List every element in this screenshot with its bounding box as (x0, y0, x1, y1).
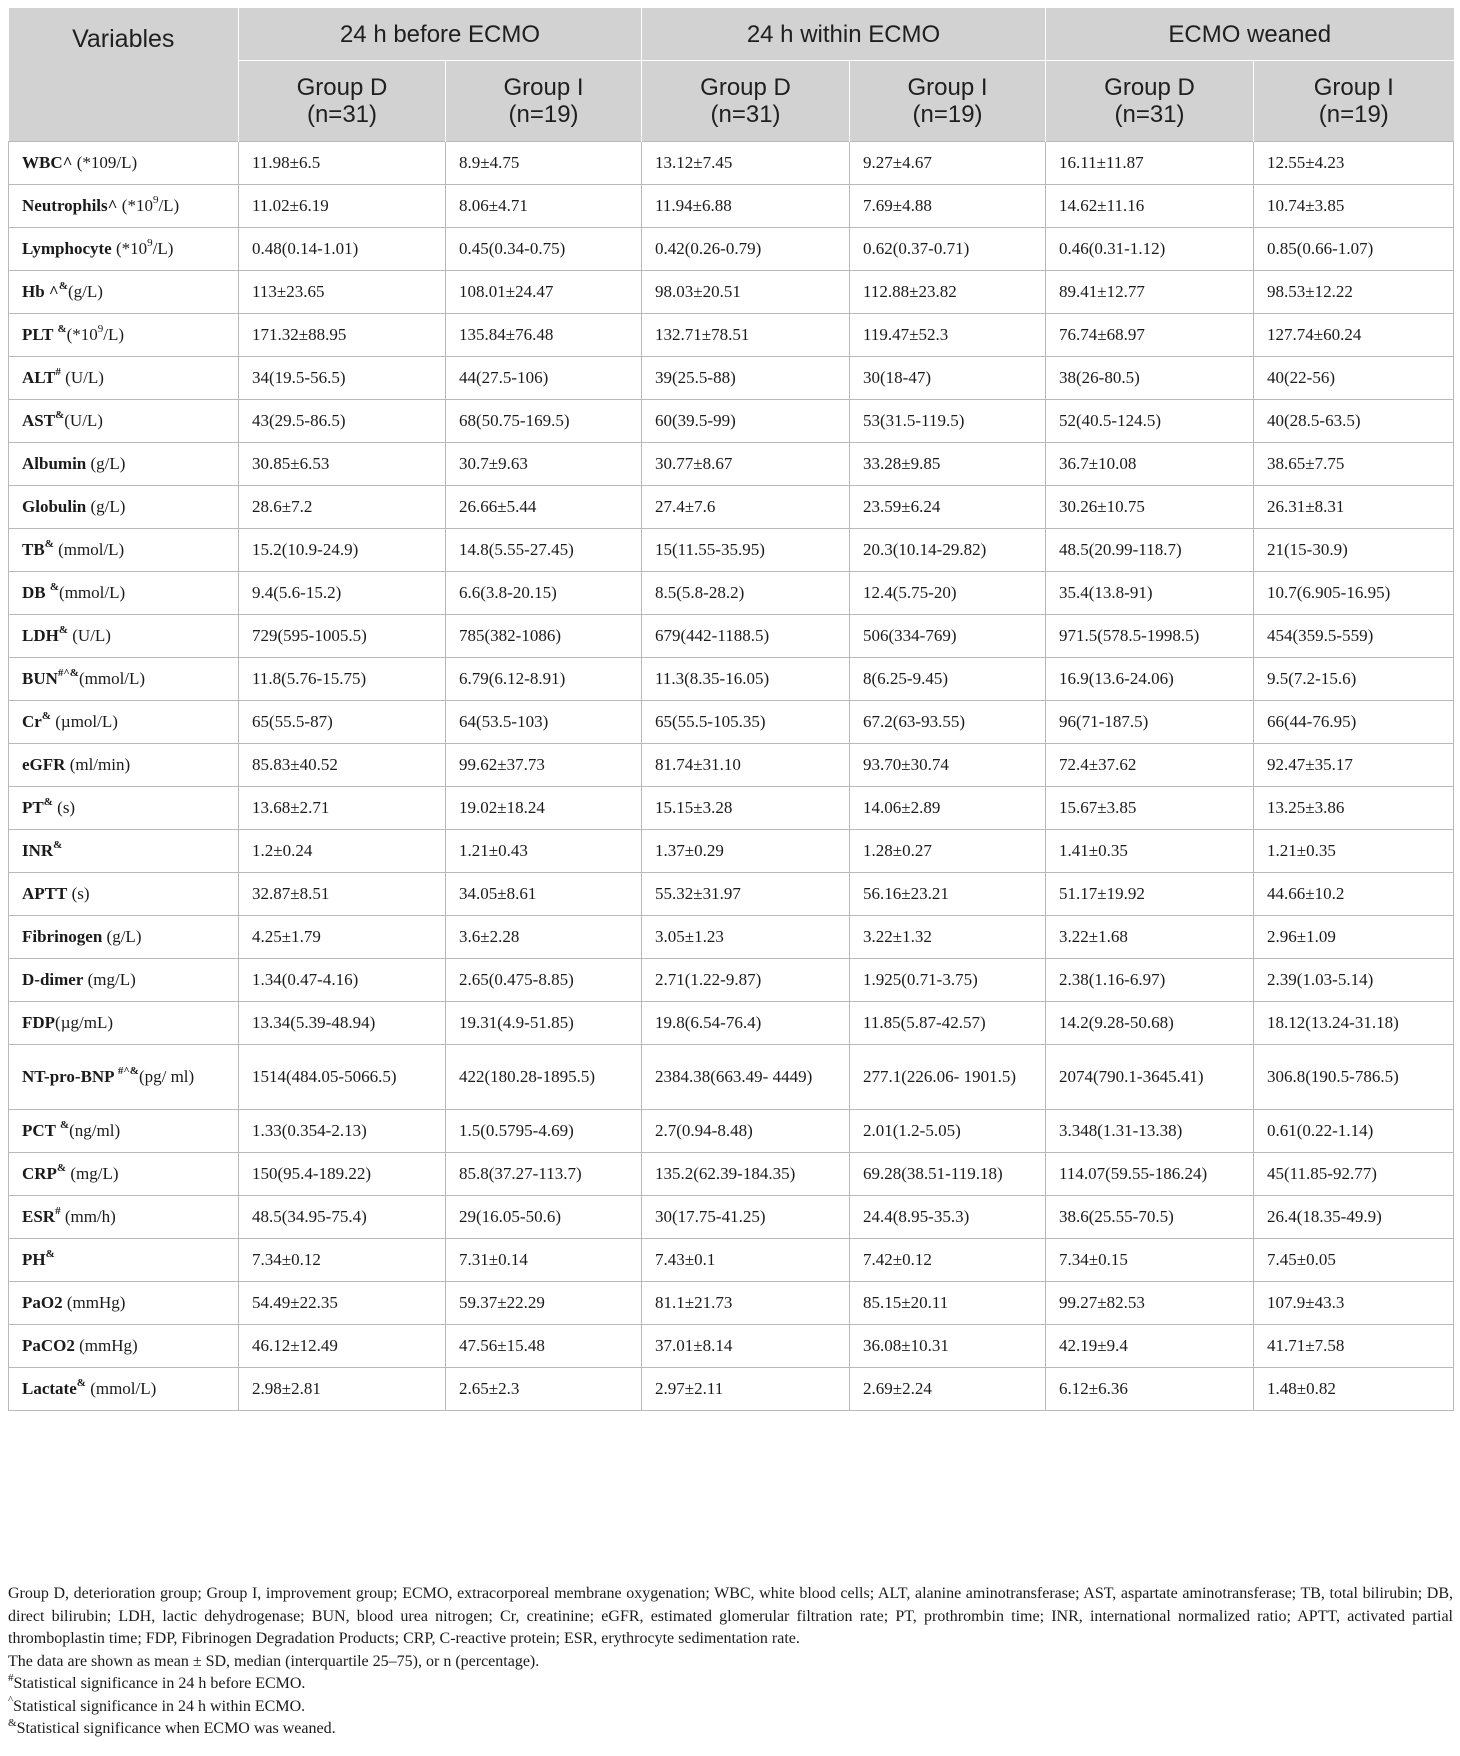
variable-cell: Fibrinogen (g/L) (9, 916, 239, 959)
variable-cell: BUN#^&(mmol/L) (9, 658, 239, 701)
table-row (9, 959, 1454, 1002)
value-cell: 48.5(20.99-118.7) (1046, 529, 1254, 572)
value-cell: 26.4(18.35-49.9) (1254, 1196, 1454, 1239)
value-cell: 112.88±23.82 (850, 271, 1046, 314)
value-cell: 15.15±3.28 (642, 787, 850, 830)
variable-cell: TB& (mmol/L) (9, 529, 239, 572)
value-cell: 16.11±11.87 (1046, 142, 1254, 185)
value-cell: 9.4(5.6-15.2) (239, 572, 446, 615)
value-cell: 14.2(9.28-50.68) (1046, 1002, 1254, 1045)
value-cell: 11.98±6.5 (239, 142, 446, 185)
value-cell: 422(180.28-1895.5) (446, 1045, 642, 1110)
value-cell: 21(15-30.9) (1254, 529, 1454, 572)
value-cell: 3.6±2.28 (446, 916, 642, 959)
variable-cell: AST&(U/L) (9, 400, 239, 443)
table-row (9, 1239, 1454, 1282)
value-cell: 0.45(0.34-0.75) (446, 228, 642, 271)
table-footnotes (8, 1583, 1453, 1741)
value-cell: 99.62±37.73 (446, 744, 642, 787)
table-row (9, 1368, 1454, 1411)
value-cell: 7.69±4.88 (850, 185, 1046, 228)
value-cell: 98.03±20.51 (642, 271, 850, 314)
value-cell: 53(31.5-119.5) (850, 400, 1046, 443)
value-cell: 0.61(0.22-1.14) (1254, 1110, 1454, 1153)
table-row (9, 830, 1454, 873)
value-cell: 4.25±1.79 (239, 916, 446, 959)
variable-cell: FDP(µg/mL) (9, 1002, 239, 1045)
table-container (8, 8, 1453, 1411)
variable-cell: Lymphocyte $(*10^9/L)$ (9, 228, 239, 271)
value-cell: 13.68±2.71 (239, 787, 446, 830)
variable-cell: NT-pro-BNP #^&(pg/ ml) (9, 1045, 239, 1110)
group-d-header: Group D (n=31) (642, 61, 850, 142)
table-row (9, 1002, 1454, 1045)
value-cell: 14.06±2.89 (850, 787, 1046, 830)
table-header (9, 8, 1454, 142)
variable-cell: D-dimer (mg/L) (9, 959, 239, 1002)
value-cell: 45(11.85-92.77) (1254, 1153, 1454, 1196)
value-cell: 2.7(0.94-8.48) (642, 1110, 850, 1153)
value-cell: 51.17±19.92 (1046, 873, 1254, 916)
value-cell: 26.66±5.44 (446, 486, 642, 529)
value-cell: 64(53.5-103) (446, 701, 642, 744)
table-row (9, 701, 1454, 744)
value-cell: 108.01±24.47 (446, 271, 642, 314)
value-cell: 1.34(0.47-4.16) (239, 959, 446, 1002)
table-row (9, 873, 1454, 916)
period-header-weaned: ECMO weaned (1046, 8, 1454, 61)
value-cell: 89.41±12.77 (1046, 271, 1254, 314)
value-cell: 14.8(5.55-27.45) (446, 529, 642, 572)
value-cell: 81.1±21.73 (642, 1282, 850, 1325)
value-cell: 306.8(190.5-786.5) (1254, 1045, 1454, 1110)
value-cell: 2.69±2.24 (850, 1368, 1046, 1411)
value-cell: 7.34±0.15 (1046, 1239, 1254, 1282)
variable-cell: APTT (s) (9, 873, 239, 916)
value-cell: 30.26±10.75 (1046, 486, 1254, 529)
value-cell: 41.71±7.58 (1254, 1325, 1454, 1368)
table-row (9, 615, 1454, 658)
value-cell: 19.31(4.9-51.85) (446, 1002, 642, 1045)
value-cell: 43(29.5-86.5) (239, 400, 446, 443)
value-cell: 40(28.5-63.5) (1254, 400, 1454, 443)
value-cell: 99.27±82.53 (1046, 1282, 1254, 1325)
table-row (9, 357, 1454, 400)
value-cell: 26.31±8.31 (1254, 486, 1454, 529)
variable-cell: CRP& (mg/L) (9, 1153, 239, 1196)
value-cell: 150(95.4-189.22) (239, 1153, 446, 1196)
value-cell: 2.65±2.3 (446, 1368, 642, 1411)
value-cell: 30(18-47) (850, 357, 1046, 400)
value-cell: 119.47±52.3 (850, 314, 1046, 357)
value-cell: 9.27±4.67 (850, 142, 1046, 185)
value-cell: 1.37±0.29 (642, 830, 850, 873)
variable-cell: Lactate& (mmol/L) (9, 1368, 239, 1411)
value-cell: 0.46(0.31-1.12) (1046, 228, 1254, 271)
value-cell: 52(40.5-124.5) (1046, 400, 1254, 443)
value-cell: 13.25±3.86 (1254, 787, 1454, 830)
value-cell: 1.33(0.354-2.13) (239, 1110, 446, 1153)
data-format-note: The data are shown as mean ± SD, median (interquartile 25–75), or n (percentage). (8, 1652, 540, 1670)
value-cell: 11.02±6.19 (239, 185, 446, 228)
value-cell: 30.85±6.53 (239, 443, 446, 486)
value-cell: 85.15±20.11 (850, 1282, 1046, 1325)
value-cell: 6.12±6.36 (1046, 1368, 1254, 1411)
value-cell: 33.28±9.85 (850, 443, 1046, 486)
value-cell: 8.5(5.8-28.2) (642, 572, 850, 615)
table-row (9, 916, 1454, 959)
value-cell: 98.53±12.22 (1254, 271, 1454, 314)
table-row (9, 486, 1454, 529)
value-cell: 42.19±9.4 (1046, 1325, 1254, 1368)
value-cell: 35.4(13.8-91) (1046, 572, 1254, 615)
value-cell: 506(334-769) (850, 615, 1046, 658)
value-cell: 59.37±22.29 (446, 1282, 642, 1325)
value-cell: 2.38(1.16-6.97) (1046, 959, 1254, 1002)
value-cell: 67.2(63-93.55) (850, 701, 1046, 744)
value-cell: 0.85(0.66-1.07) (1254, 228, 1454, 271)
value-cell: 1.28±0.27 (850, 830, 1046, 873)
variable-cell: Globulin (g/L) (9, 486, 239, 529)
value-cell: 114.07(59.55-186.24) (1046, 1153, 1254, 1196)
value-cell: 7.34±0.12 (239, 1239, 446, 1282)
value-cell: 15(11.55-35.95) (642, 529, 850, 572)
table-row (9, 228, 1454, 271)
value-cell: 28.6±7.2 (239, 486, 446, 529)
value-cell: 11.85(5.87-42.57) (850, 1002, 1046, 1045)
value-cell: 13.12±7.45 (642, 142, 850, 185)
value-cell: 23.59±6.24 (850, 486, 1046, 529)
variable-cell: DB &(mmol/L) (9, 572, 239, 615)
value-cell: 68(50.75-169.5) (446, 400, 642, 443)
value-cell: 1.48±0.82 (1254, 1368, 1454, 1411)
value-cell: 2.71(1.22-9.87) (642, 959, 850, 1002)
value-cell: 0.62(0.37-0.71) (850, 228, 1046, 271)
variable-cell: PT& (s) (9, 787, 239, 830)
table-row (9, 1153, 1454, 1196)
value-cell: 1514(484.05-5066.5) (239, 1045, 446, 1110)
table-row (9, 1110, 1454, 1153)
value-cell: 2.65(0.475-8.85) (446, 959, 642, 1002)
variables-header: Variables (9, 8, 239, 142)
variable-cell: ESR# (mm/h) (9, 1196, 239, 1239)
period-header-within: 24 h within ECMO (642, 8, 1046, 61)
group-i-header: Group I (n=19) (1254, 61, 1454, 142)
value-cell: 34(19.5-56.5) (239, 357, 446, 400)
value-cell: 30.77±8.67 (642, 443, 850, 486)
value-cell: 38.6(25.55-70.5) (1046, 1196, 1254, 1239)
variable-cell: eGFR (ml/min) (9, 744, 239, 787)
value-cell: 36.7±10.08 (1046, 443, 1254, 486)
group-i-header: Group I (n=19) (850, 61, 1046, 142)
variable-cell: PCT &(ng/ml) (9, 1110, 239, 1153)
value-cell: 107.9±43.3 (1254, 1282, 1454, 1325)
value-cell: 54.49±22.35 (239, 1282, 446, 1325)
value-cell: 65(55.5-87) (239, 701, 446, 744)
value-cell: 12.55±4.23 (1254, 142, 1454, 185)
value-cell: 47.56±15.48 (446, 1325, 642, 1368)
value-cell: 85.8(37.27-113.7) (446, 1153, 642, 1196)
value-cell: 19.8(6.54-76.4) (642, 1002, 850, 1045)
value-cell: 679(442-1188.5) (642, 615, 850, 658)
value-cell: 34.05±8.61 (446, 873, 642, 916)
value-cell: 8.06±4.71 (446, 185, 642, 228)
table-row (9, 529, 1454, 572)
value-cell: 72.4±37.62 (1046, 744, 1254, 787)
value-cell: 6.6(3.8-20.15) (446, 572, 642, 615)
value-cell: 60(39.5-99) (642, 400, 850, 443)
value-cell: 113±23.65 (239, 271, 446, 314)
value-cell: 30.7±9.63 (446, 443, 642, 486)
variable-cell: PLT $^{\&}(*10^9/L)$ (9, 314, 239, 357)
value-cell: 1.2±0.24 (239, 830, 446, 873)
significance-note: &Statistical significance when ECMO was weaned. (8, 1716, 336, 1737)
value-cell: 3.348(1.31-13.38) (1046, 1110, 1254, 1153)
value-cell: 40(22-56) (1254, 357, 1454, 400)
value-cell: 18.12(13.24-31.18) (1254, 1002, 1454, 1045)
value-cell: 39(25.5-88) (642, 357, 850, 400)
value-cell: 1.21±0.43 (446, 830, 642, 873)
value-cell: 171.32±88.95 (239, 314, 446, 357)
value-cell: 729(595-1005.5) (239, 615, 446, 658)
value-cell: 48.5(34.95-75.4) (239, 1196, 446, 1239)
value-cell: 2.01(1.2-5.05) (850, 1110, 1046, 1153)
abbreviations-note: Group D, deterioration group; Group I, improvement group; ECMO, extracorporeal membrane oxygenation; WBC, white blood cells; ALT, alanine aminotransferase; AST, aspartate aminotransferase; TB, total bilirubin; DB, direct bilirubin; LDH, lactic dehydrogenase; BUN, blood urea nitrogen; Cr, creatinine; eGFR, estimated glomerular filtration rate; PT, prothrombin time; INR, international normalized ratio; APTT, activated partial thromboplastin time; FDP, Fibrinogen Degradation Products; CRP, C-reactive protein; ESR, erythrocyte sedimentation rate. (8, 1585, 1453, 1647)
value-cell: 37.01±8.14 (642, 1325, 850, 1368)
value-cell: 2.39(1.03-5.14) (1254, 959, 1454, 1002)
value-cell: 76.74±68.97 (1046, 314, 1254, 357)
value-cell: 15.2(10.9-24.9) (239, 529, 446, 572)
variable-cell: PaO2 (mmHg) (9, 1282, 239, 1325)
value-cell: 7.45±0.05 (1254, 1239, 1454, 1282)
value-cell: 16.9(13.6-24.06) (1046, 658, 1254, 701)
value-cell: 0.42(0.26-0.79) (642, 228, 850, 271)
table-row (9, 1196, 1454, 1239)
value-cell: 32.87±8.51 (239, 873, 446, 916)
value-cell: 12.4(5.75-20) (850, 572, 1046, 615)
variable-cell: PH& (9, 1239, 239, 1282)
value-cell: 11.8(5.76-15.75) (239, 658, 446, 701)
value-cell: 785(382-1086) (446, 615, 642, 658)
variable-cell: PaCO2 (mmHg) (9, 1325, 239, 1368)
group-d-header: Group D (n=31) (1046, 61, 1254, 142)
group-i-header: Group I (n=19) (446, 61, 642, 142)
value-cell: 2074(790.1-3645.41) (1046, 1045, 1254, 1110)
value-cell: 85.83±40.52 (239, 744, 446, 787)
value-cell: 13.34(5.39-48.94) (239, 1002, 446, 1045)
value-cell: 127.74±60.24 (1254, 314, 1454, 357)
value-cell: 277.1(226.06- 1901.5) (850, 1045, 1046, 1110)
value-cell: 46.12±12.49 (239, 1325, 446, 1368)
variable-cell: LDH& (U/L) (9, 615, 239, 658)
variable-cell: Neutrophils^ $(*10^9/L)$ (9, 185, 239, 228)
value-cell: 135.84±76.48 (446, 314, 642, 357)
table-row (9, 658, 1454, 701)
value-cell: 15.67±3.85 (1046, 787, 1254, 830)
table-row (9, 271, 1454, 314)
value-cell: 3.22±1.68 (1046, 916, 1254, 959)
value-cell: 55.32±31.97 (642, 873, 850, 916)
variable-cell: ALT# (U/L) (9, 357, 239, 400)
value-cell: 7.31±0.14 (446, 1239, 642, 1282)
value-cell: 30(17.75-41.25) (642, 1196, 850, 1239)
table-row (9, 572, 1454, 615)
table-row (9, 443, 1454, 486)
value-cell: 14.62±11.16 (1046, 185, 1254, 228)
value-cell: 8.9±4.75 (446, 142, 642, 185)
value-cell: 1.21±0.35 (1254, 830, 1454, 873)
value-cell: 44.66±10.2 (1254, 873, 1454, 916)
variable-cell: WBC^ (*109/L) (9, 142, 239, 185)
table-row (9, 1325, 1454, 1368)
table-body (9, 142, 1454, 1411)
value-cell: 10.74±3.85 (1254, 185, 1454, 228)
value-cell: 66(44-76.95) (1254, 701, 1454, 744)
value-cell: 2.96±1.09 (1254, 916, 1454, 959)
value-cell: 96(71-187.5) (1046, 701, 1254, 744)
value-cell: 69.28(38.51-119.18) (850, 1153, 1046, 1196)
table-row (9, 142, 1454, 185)
variable-cell: Albumin (g/L) (9, 443, 239, 486)
value-cell: 56.16±23.21 (850, 873, 1046, 916)
value-cell: 8(6.25-9.45) (850, 658, 1046, 701)
table-row (9, 1045, 1454, 1110)
value-cell: 1.925(0.71-3.75) (850, 959, 1046, 1002)
value-cell: 36.08±10.31 (850, 1325, 1046, 1368)
table-row (9, 314, 1454, 357)
value-cell: 27.4±7.6 (642, 486, 850, 529)
table-row (9, 787, 1454, 830)
period-header-before: 24 h before ECMO (239, 8, 642, 61)
table-row (9, 744, 1454, 787)
value-cell: 1.41±0.35 (1046, 830, 1254, 873)
value-cell: 38.65±7.75 (1254, 443, 1454, 486)
value-cell: 92.47±35.17 (1254, 744, 1454, 787)
value-cell: 1.5(0.5795-4.69) (446, 1110, 642, 1153)
value-cell: 19.02±18.24 (446, 787, 642, 830)
value-cell: 2.97±2.11 (642, 1368, 850, 1411)
value-cell: 38(26-80.5) (1046, 357, 1254, 400)
value-cell: 9.5(7.2-15.6) (1254, 658, 1454, 701)
variable-cell: Cr& (µmol/L) (9, 701, 239, 744)
variable-cell: Hb ^&(g/L) (9, 271, 239, 314)
value-cell: 24.4(8.95-35.3) (850, 1196, 1046, 1239)
value-cell: 11.3(8.35-16.05) (642, 658, 850, 701)
value-cell: 135.2(62.39-184.35) (642, 1153, 850, 1196)
value-cell: 11.94±6.88 (642, 185, 850, 228)
value-cell: 93.70±30.74 (850, 744, 1046, 787)
value-cell: 6.79(6.12-8.91) (446, 658, 642, 701)
value-cell: 2384.38(663.49- 4449) (642, 1045, 850, 1110)
value-cell: 3.22±1.32 (850, 916, 1046, 959)
significance-note: #Statistical significance in 24 h before ECMO. (8, 1671, 306, 1692)
value-cell: 7.43±0.1 (642, 1239, 850, 1282)
value-cell: 454(359.5-559) (1254, 615, 1454, 658)
group-d-header: Group D (n=31) (239, 61, 446, 142)
lab-values-table (8, 8, 1454, 1411)
value-cell: 20.3(10.14-29.82) (850, 529, 1046, 572)
value-cell: 29(16.05-50.6) (446, 1196, 642, 1239)
value-cell: 132.71±78.51 (642, 314, 850, 357)
value-cell: 2.98±2.81 (239, 1368, 446, 1411)
value-cell: 81.74±31.10 (642, 744, 850, 787)
value-cell: 971.5(578.5-1998.5) (1046, 615, 1254, 658)
value-cell: 3.05±1.23 (642, 916, 850, 959)
value-cell: 0.48(0.14-1.01) (239, 228, 446, 271)
value-cell: 44(27.5-106) (446, 357, 642, 400)
value-cell: 65(55.5-105.35) (642, 701, 850, 744)
value-cell: 10.7(6.905-16.95) (1254, 572, 1454, 615)
table-row (9, 400, 1454, 443)
variable-cell: INR& (9, 830, 239, 873)
table-row (9, 185, 1454, 228)
table-row (9, 1282, 1454, 1325)
significance-note: ^Statistical significance in 24 h within ECMO. (8, 1694, 306, 1715)
value-cell: 7.42±0.12 (850, 1239, 1046, 1282)
